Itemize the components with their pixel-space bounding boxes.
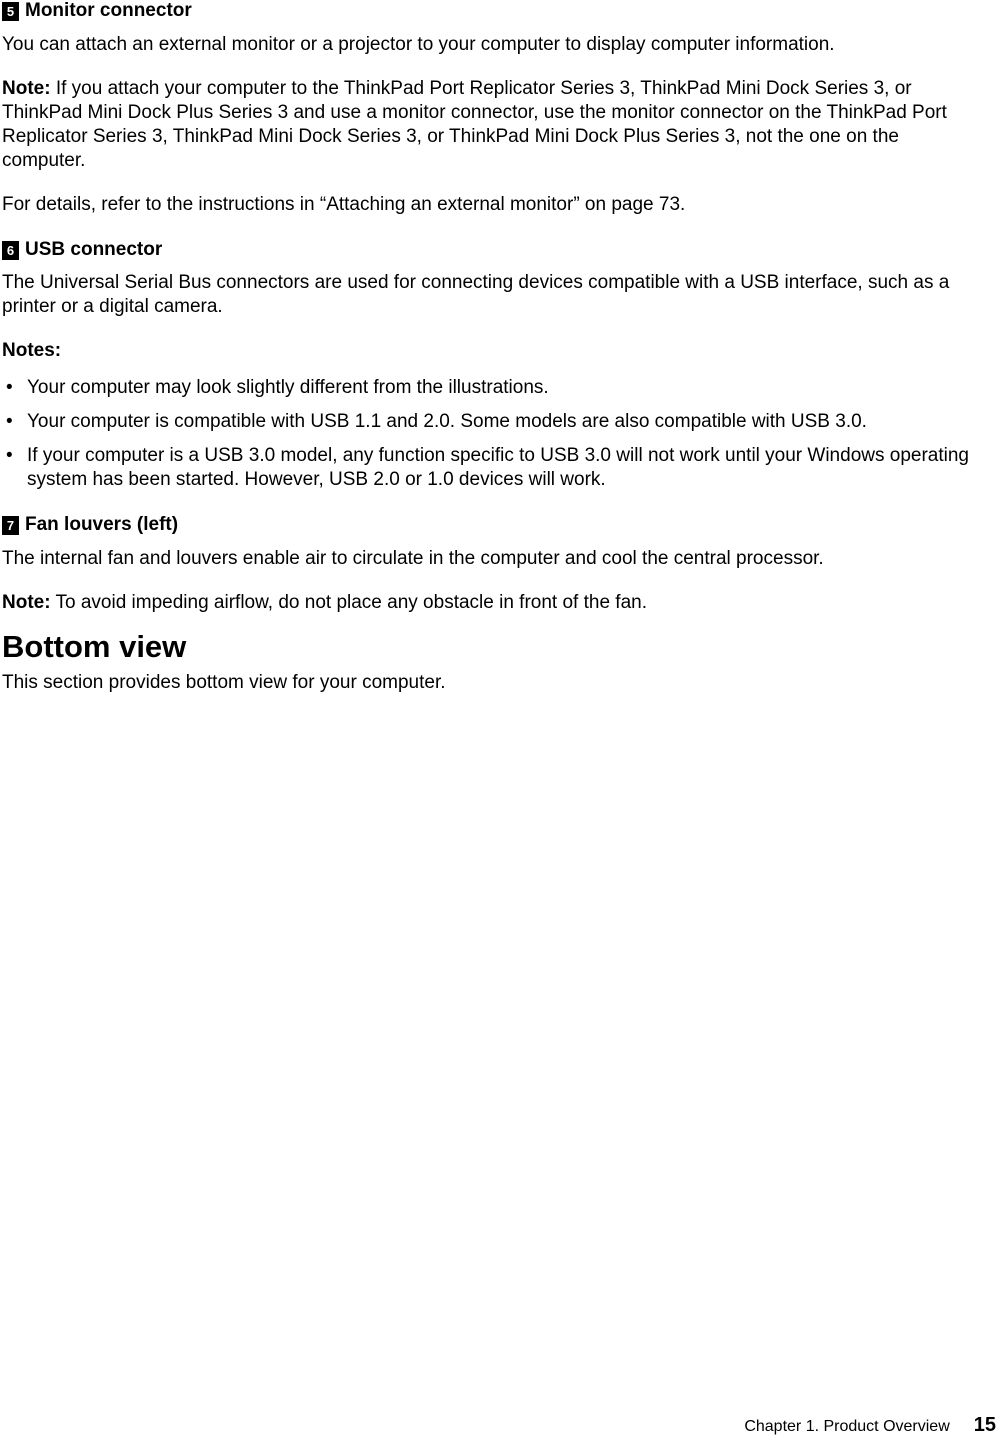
fan-louvers-note	[2, 591, 982, 615]
chapter-title: Chapter 1. Product Overview	[744, 1418, 950, 1435]
fan-louvers-description: The internal fan and louvers enable air to circulate in the computer and cool the central processor.	[2, 548, 824, 569]
bottom-view-description: This section provides bottom view for your computer.	[2, 672, 446, 693]
list-item-text: Your computer is compatible with USB 1.1 and 2.0. Some models are also compatible with USB 3.0.	[27, 411, 867, 432]
page-footer	[744, 1414, 996, 1438]
monitor-connector-description: You can attach an external monitor or a projector to your computer to display computer information.	[2, 34, 835, 55]
callout-badge: 7	[2, 516, 19, 535]
callout-badge: 6	[2, 241, 19, 260]
list-item-text: If your computer is a USB 3.0 model, any function specific to USB 3.0 will not work until your Windows operating system has been started. However, USB 2.0 or 1.0 devices will work.	[27, 445, 969, 490]
list-item-text: Your computer may look slightly different from the illustrations.	[27, 377, 549, 398]
note-text: If you attach your computer to the ThinkPad Port Replicator Series 3, ThinkPad Mini Dock Series 3, or ThinkPad Mini Dock Plus Series 3 and use a monitor connector, use the monitor connector on the ThinkPad Port Replicator Series 3, ThinkPad Mini Dock Series 3, or ThinkPad Mini Dock Plus Series 3, not the one on the computer.	[2, 78, 947, 171]
fan-louvers-heading	[2, 514, 982, 536]
usb-connector-heading	[2, 239, 982, 261]
note-text: To avoid impeding airflow, do not place any obstacle in front of the fan.	[55, 592, 647, 613]
section-title: Monitor connector	[25, 0, 192, 21]
page-number: 15	[973, 1414, 996, 1436]
page-content	[2, 0, 982, 695]
monitor-connector-heading	[2, 0, 982, 22]
callout-badge: 5	[2, 2, 19, 21]
bottom-view-heading: Bottom view	[2, 629, 187, 664]
section-title: USB connector	[25, 239, 163, 260]
usb-connector-description: The Universal Serial Bus connectors are used for connecting devices compatible with a USB interface, such as a printer or a digital camera.	[2, 272, 950, 317]
usb-notes-label: Notes:	[2, 340, 62, 361]
monitor-connector-details: For details, refer to the instructions in “Attaching an external monitor” on page 73.	[2, 194, 686, 215]
list-item: • Your computer may look slightly different from the illustrations.	[6, 377, 549, 398]
monitor-connector-note	[2, 77, 982, 173]
note-label: Note:	[2, 78, 51, 99]
list-item: • If your computer is a USB 3.0 model, any function specific to USB 3.0 will not work until your Windows operating system has been started. However, USB 2.0 or 1.0 devices will work.	[6, 445, 969, 490]
usb-notes-list	[2, 376, 982, 492]
section-title: Fan louvers (left)	[25, 514, 179, 535]
note-label: Note:	[2, 592, 51, 613]
list-item: • Your computer is compatible with USB 1.1 and 2.0. Some models are also compatible with USB 3.0.	[6, 411, 867, 432]
